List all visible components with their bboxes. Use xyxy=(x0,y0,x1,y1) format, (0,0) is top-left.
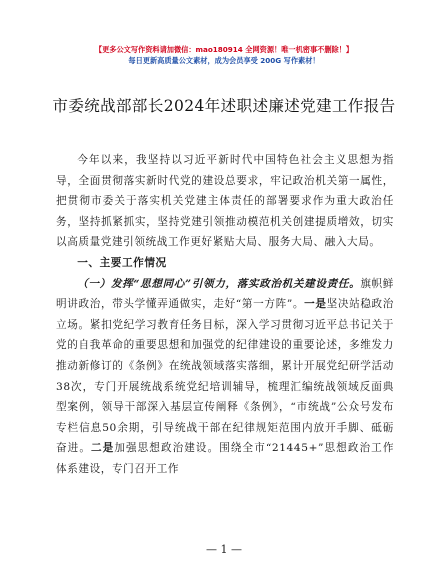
subsection-heading: （一）发挥“思想同心”引领力，落实政治机关建设责任。 xyxy=(77,277,361,290)
paragraph-text: 旗帜鲜明讲政治，带头学懂弄通做实，走好“第一方阵”。 xyxy=(56,277,394,311)
promo-banner xyxy=(0,44,448,66)
intro-paragraph: 今年以来，我坚持以习近平新时代中国特色社会主义思想为指导，全面贯彻落实新时代党的建设总要求，牢记政治机关第一属性，把贯彻市委关于落实机关党建主体责任的部署要求作为重大政治任务，坚持抓紧抓实，坚持党建引领推动模范机关创建提质增效，切实以高质量党建引领统战工作更好紧贴大局、服务大局、融入大局。 xyxy=(56,154,394,249)
page-number: — 1 — xyxy=(206,543,242,556)
banner-line-1: 【更多公文写作资料请加微信：mao180914 全网资源！唯一机密事不删除！】 xyxy=(94,45,354,54)
subsection-paragraph xyxy=(56,274,394,480)
point-marker: 一是 xyxy=(304,298,327,311)
section-heading: 一、主要工作情况 xyxy=(77,256,167,269)
document-body xyxy=(56,150,394,480)
point-marker: 二是 xyxy=(90,442,115,455)
banner-line-2: 每日更新高质量公文素材，成为会员享受 200G 写作素材！ xyxy=(128,56,320,65)
paragraph-text: 坚决站稳政治立场。紧扣党纪学习教育任务目标，深入学习贯彻习近平总书记关于党的自我革命的重要思想和加强党的纪律建设的重要论述，多维发力推动新修订的《条例》在统战领域落实落细，累计开展党纪研学活动38次，专门开展统战系统党纪培训辅导，梳理汇编统战领域反面典型案例，领导干部深入基层宣传阐释《条例》，“市统战”公众号发布专栏信息50余期，引导统战干部在纪律规矩范围内放开手脚、砥砺奋进。 xyxy=(56,298,394,455)
paragraph-text: 加强思想政治建设。围绕全市“21445+”思想政治工作体系建设，专门召开工作 xyxy=(56,442,395,475)
document-title: 市委统战部部长2024年述职述廉述党建工作报告 xyxy=(52,97,396,115)
